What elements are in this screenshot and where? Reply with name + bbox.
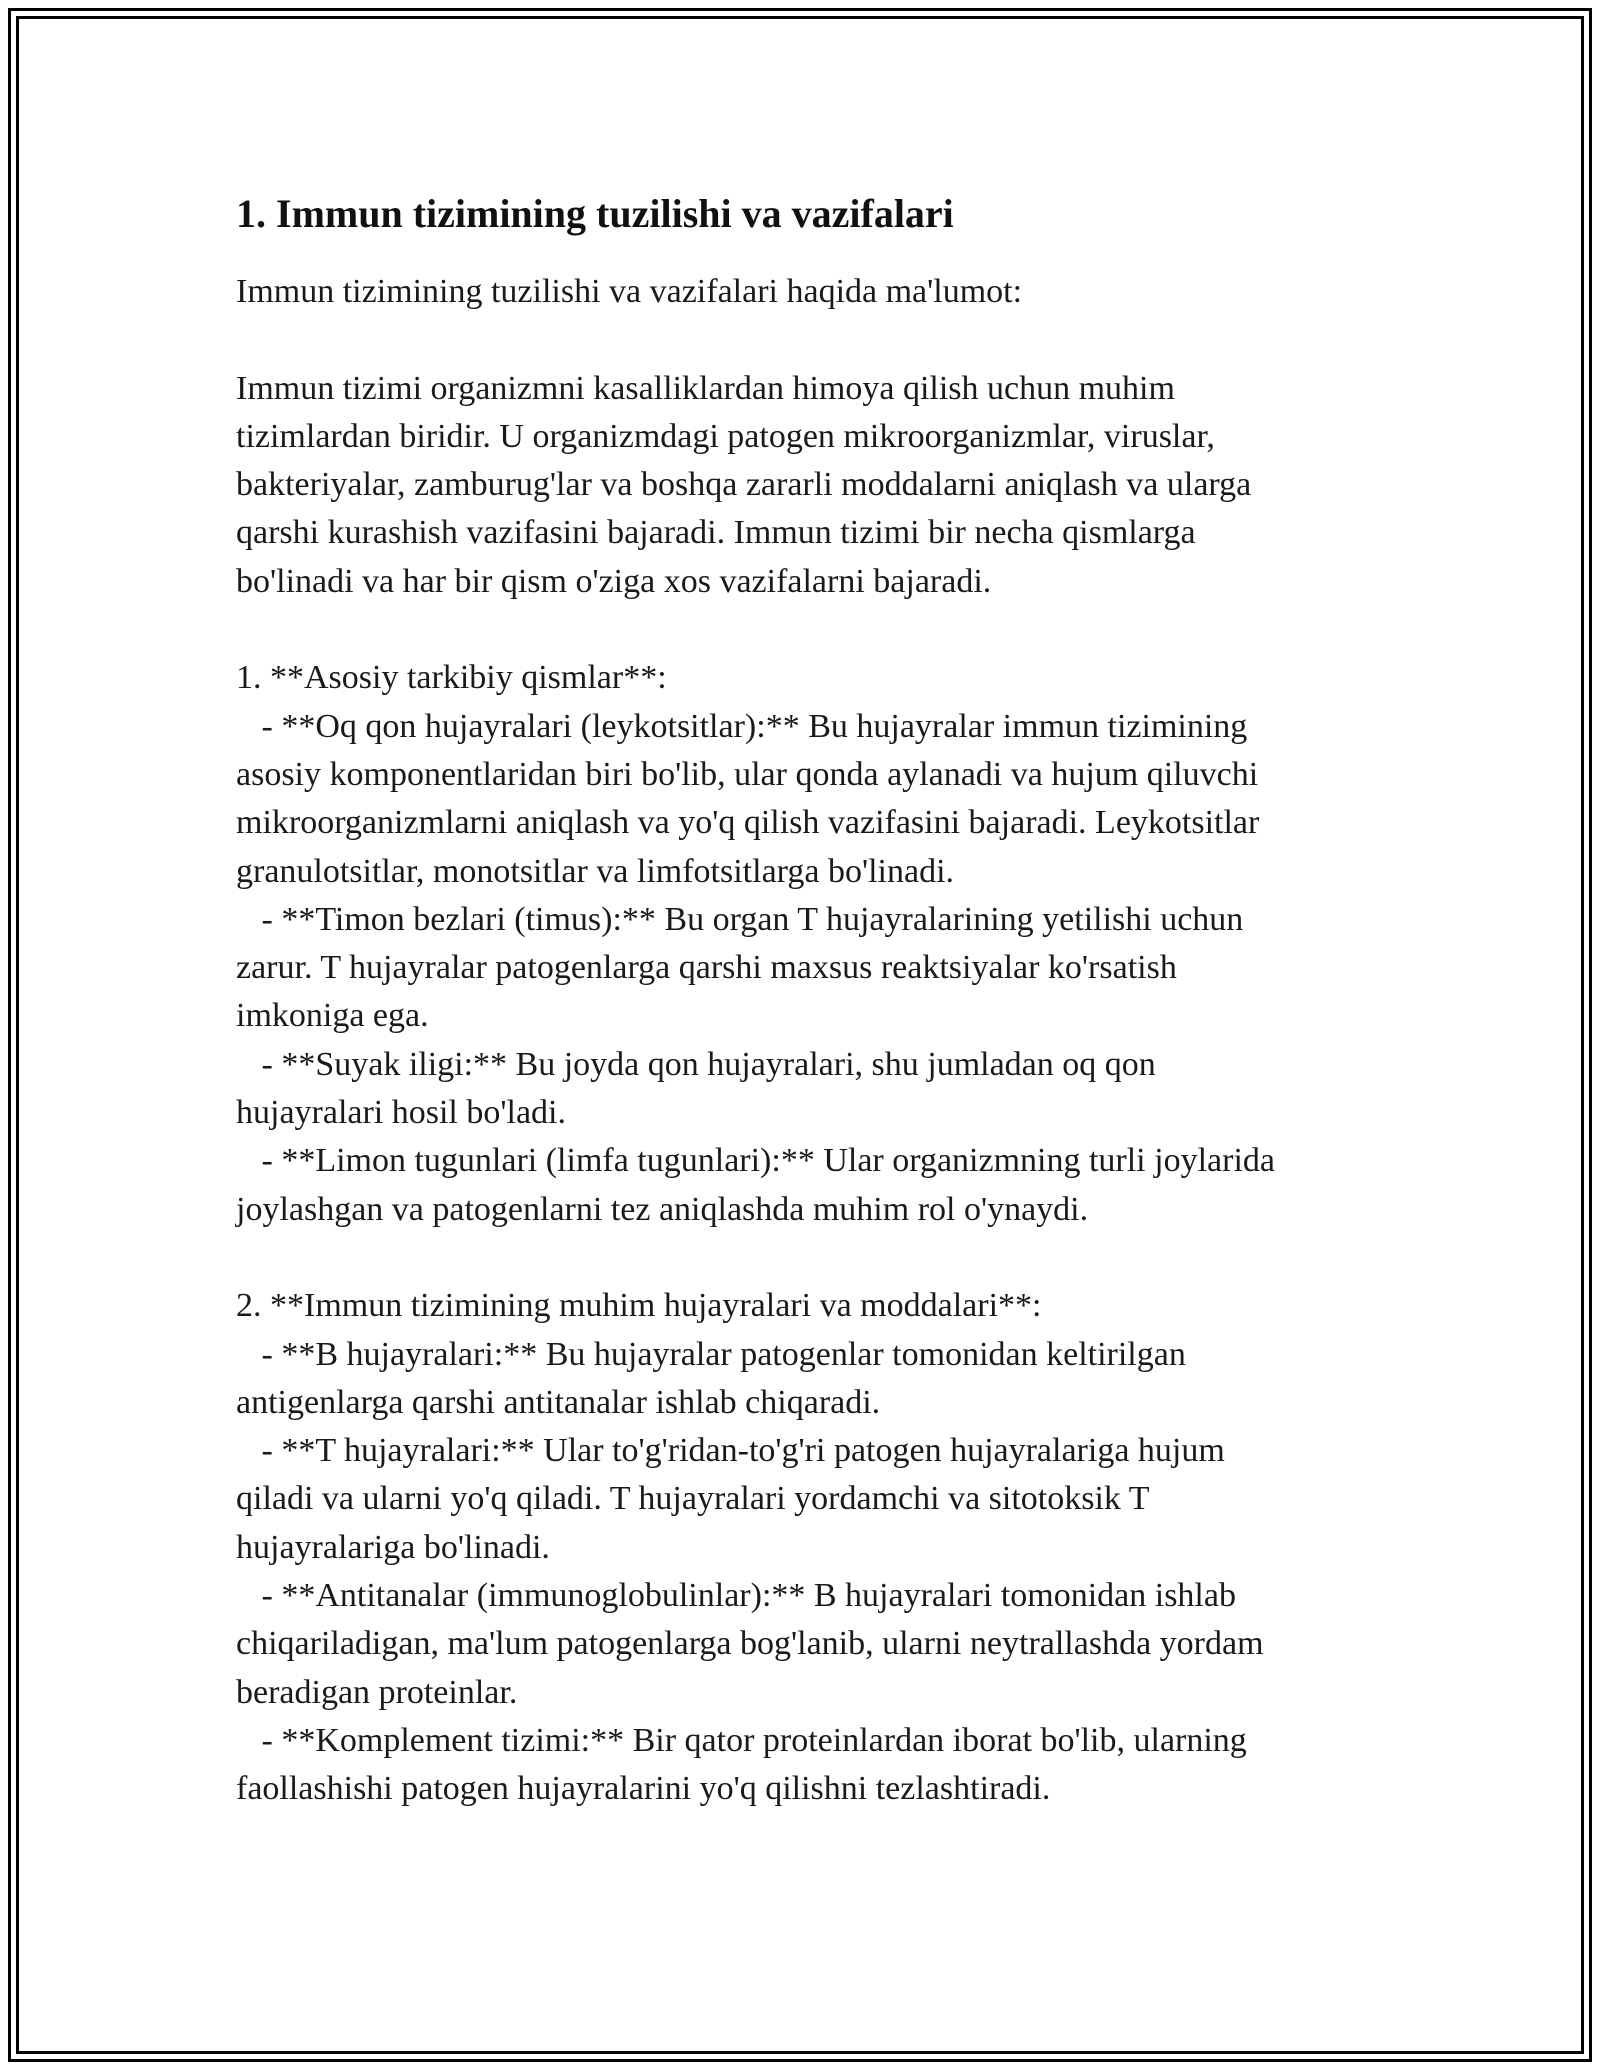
document-title: 1. Immun tizimining tuzilishi va vazifalari xyxy=(236,191,954,236)
document-body-text: Immun tizimining tuzilishi va vazifalari haqida ma'lumot: Immun tizimi organizmni kasalliklardan himoya qilish uchun muhim tizimlardan biridir. U organizmdagi patogen mikroorganizmlar, viruslar, bakteriyalar, zamburug'lar va boshqa zararli moddalarni aniqlash va ularga qarshi kurashish vazifasini bajaradi. Immun tizimi bir necha qismlarga bo'linadi va har bir qism o'ziga xos vazifalarni bajaradi. 1. **Asosiy tarkibiy qismlar**: - **Oq qon hujayralari (leykotsitlar):** Bu hujayralar immun tizimining asosiy komponentlaridan biri bo'lib, ular qonda aylanadi va hujum qiluvchi mikroorganizmlarni aniqlash va yo'q qilish vazifasini bajaradi. Leykotsitlar granulotsitlar, monotsitlar va limfotsitlarga bo'linadi. - **Timon bezlari (timus):** Bu organ T hujayralarining yetilishi uchun zarur. T hujayralar patogenlarga qarshi maxsus reaktsiyalar ko'rsatish imkoniga ega. - **Suyak iligi:** Bu joyda qon hujayralari, shu jumladan oq qon hujayralari hosil bo'ladi. - **Limon tugunlari (limfa tugunlari):** Ular organizmning turli joylarida joylashgan va patogenlarni tez aniqlashda muhim rol o'ynaydi. 2. **Immun tizimining muhim hujayralari va moddalari**: - **B hujayralari:** Bu hujayralar patogenlar tomonidan keltirilgan antigenlarga qarshi antitanalar ishlab chiqaradi. - **T hujayralari:** Ular to'g'ridan-to'g'ri patogen hujayralariga hujum qiladi va ularni yo'q qiladi. T hujayralari yordamchi va sitotoksik T hujayralariga bo'linadi. - **Antitanalar (immunoglobulinlar):** B hujayralari tomonidan ishlab chiqariladigan, ma'lum patogenlarga bog'lanib, ularni neytrallashda yordam beradigan proteinlar. - **Komplement tizimi:** Bir qator proteinlardan iborat bo'lib, ularning faollashishi patogen hujayralarini yo'q qilishni tezlashtiradi. xyxy=(236,273,1275,1808)
document-content xyxy=(236,186,1396,1814)
